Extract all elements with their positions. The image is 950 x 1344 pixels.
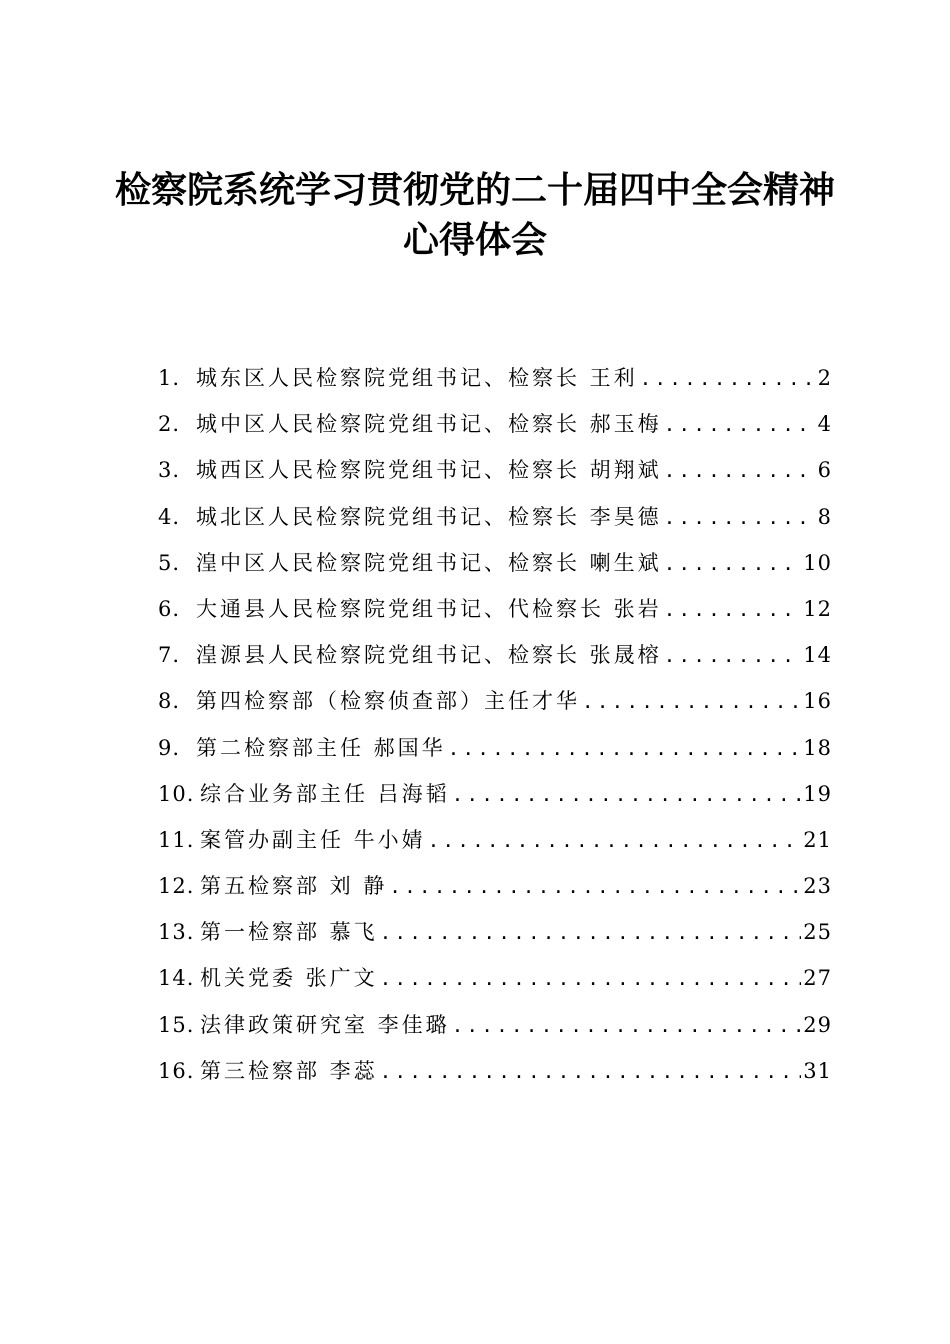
toc-entry-title: 湟中区人民检察院党组书记、检察长 喇生斌	[196, 550, 662, 575]
toc-entry[interactable]	[158, 678, 832, 724]
toc-entry[interactable]	[158, 955, 832, 1001]
toc-entry[interactable]	[158, 401, 832, 447]
toc-leader-dots	[662, 448, 816, 494]
toc-leader-dots	[580, 679, 801, 725]
toc-entry-number: 8.	[158, 689, 181, 714]
toc-entry-number: 5.	[158, 550, 181, 575]
toc-entry-page: 23	[803, 874, 832, 899]
toc-entry-page: 4	[817, 412, 832, 437]
toc-entry[interactable]	[158, 909, 832, 955]
toc-leader-dots	[662, 633, 802, 679]
toc-entry-title: 机关党委 张广文	[200, 966, 378, 991]
toc-entry[interactable]	[158, 494, 832, 540]
toc-leader-dots	[450, 772, 802, 818]
toc-entry[interactable]	[158, 817, 832, 863]
toc-leader-dots	[662, 495, 816, 541]
toc-entry-number: 9.	[158, 735, 181, 760]
toc-entry-title: 城东区人民检察院党组书记、检察长 王利	[196, 366, 638, 390]
toc-entry[interactable]	[158, 1002, 832, 1048]
toc-leader-dots	[378, 956, 802, 1002]
toc-entry-page: 19	[803, 781, 832, 806]
toc-leader-dots	[378, 910, 802, 956]
toc-entry[interactable]	[158, 725, 832, 771]
toc-entry-page: 21	[803, 827, 832, 852]
toc-entry-page: 2	[817, 366, 832, 390]
toc-entry[interactable]	[158, 863, 832, 909]
toc-entry-title: 城西区人民检察院党组书记、检察长 胡翔斌	[196, 458, 662, 483]
toc-leader-dots	[662, 587, 802, 633]
toc-entry-number: 2.	[158, 412, 181, 437]
toc-entry[interactable]	[158, 586, 832, 632]
toc-entry-title: 第五检察部 刘 静	[200, 874, 388, 899]
toc-entry-number: 11.	[158, 827, 195, 852]
toc-entry-page: 12	[803, 596, 832, 621]
toc-leader-dots	[426, 818, 802, 864]
toc-entry-page: 31	[803, 1058, 832, 1083]
toc-leader-dots	[662, 402, 816, 448]
toc-leader-dots	[450, 1003, 802, 1049]
document-title-line-1: 检察院系统学习贯彻党的二十届四中全会精神	[114, 169, 835, 211]
toc-entry-number: 14.	[158, 966, 195, 991]
toc-leader-dots	[387, 864, 801, 910]
toc-leader-dots	[378, 1049, 802, 1095]
toc-entry-page: 6	[817, 458, 832, 483]
document-title-line-2: 心得体会	[402, 219, 547, 261]
toc-entry-title: 大通县人民检察院党组书记、代检察长 张岩	[196, 596, 662, 621]
toc-entry[interactable]	[158, 540, 832, 586]
toc-entry-page: 25	[803, 920, 832, 945]
toc-entry-title: 案管办副主任 牛小婧	[200, 827, 426, 852]
toc-entry-title: 第二检察部主任 郝国华	[196, 735, 446, 760]
toc-entry-title: 综合业务部主任 吕海韬	[200, 781, 450, 806]
table-of-contents	[158, 355, 832, 1094]
toc-entry-number: 15.	[158, 1012, 195, 1037]
toc-entry[interactable]	[158, 355, 832, 401]
toc-entry-page: 10	[803, 550, 832, 575]
toc-entry-number: 6.	[158, 596, 181, 621]
toc-entry-title: 第三检察部 李蕊	[200, 1058, 378, 1083]
toc-entry-title: 第四检察部（检察侦查部）主任才华	[196, 689, 580, 714]
toc-entry-title: 湟源县人民检察院党组书记、检察长 张晟榕	[196, 643, 662, 668]
toc-entry-number: 7.	[158, 643, 181, 668]
toc-entry-page: 16	[803, 689, 832, 714]
toc-entry-number: 12.	[158, 874, 195, 899]
toc-entry-title: 法律政策研究室 李佳璐	[200, 1012, 450, 1037]
toc-leader-dots	[638, 356, 816, 402]
toc-entry-title: 城中区人民检察院党组书记、检察长 郝玉梅	[196, 412, 662, 437]
toc-entry-number: 13.	[158, 920, 195, 945]
toc-entry-number: 4.	[158, 504, 181, 529]
toc-entry-number: 3.	[158, 458, 181, 483]
toc-entry[interactable]	[158, 771, 832, 817]
toc-entry-title: 城北区人民检察院党组书记、检察长 李昊德	[196, 504, 662, 529]
toc-entry-number: 1.	[158, 366, 181, 390]
toc-entry-number: 10.	[158, 781, 195, 806]
toc-entry-page: 18	[803, 735, 832, 760]
toc-leader-dots	[446, 726, 802, 772]
toc-leader-dots	[662, 541, 802, 587]
toc-entry[interactable]	[158, 447, 832, 493]
toc-entry-number: 16.	[158, 1058, 195, 1083]
toc-entry-page: 29	[803, 1012, 832, 1037]
toc-entry-page: 27	[803, 966, 832, 991]
toc-entry-title: 第一检察部 慕飞	[200, 920, 378, 945]
toc-entry[interactable]	[158, 1048, 832, 1094]
toc-entry[interactable]	[158, 632, 832, 678]
toc-entry-page: 14	[803, 643, 832, 668]
toc-entry-page: 8	[817, 504, 832, 529]
